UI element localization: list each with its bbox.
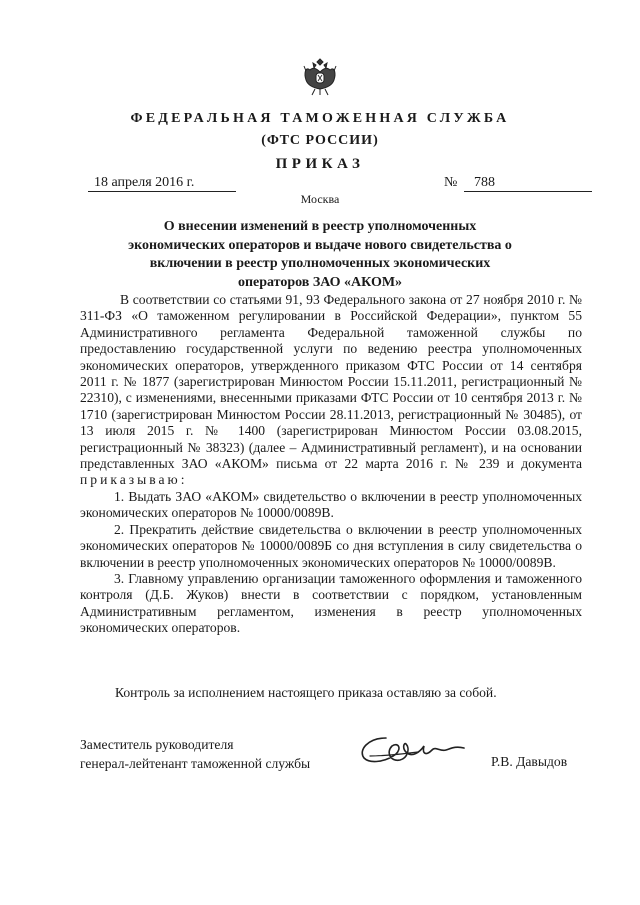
- preamble-paragraph: [80, 292, 582, 489]
- document-title: О внесении изменений в реестр уполномоченных экономических операторов и выдаче нового свидетельства о включении в реестр уполномоченных экономических операторов ЗАО «АКОМ»: [128, 219, 512, 290]
- order-date: 18 апреля 2016 г.: [88, 175, 236, 192]
- signatory-name: Р.В. Давыдов: [491, 754, 568, 769]
- preamble-text: В соответствии со статьями 91, 93 Федерального закона от 27 ноября 2010 г. № 311-ФЗ «О таможенном регулировании в Российской Федерации», пунктом 55 Административного регламента Федеральной таможенной службы по предоставлению государственной услуги по ведению реестра уполномоченных экономических операторов, утвержденного приказом ФТС России от 14 сентября 2011 г. № 1877 (зарегистрирован Минюстом России 15.11.2011, регистрационный № 22310), с изменениями, внесенными приказами ФТС России от 10 сентября 2013 г. № 1710 (зарегистрирован Минюстом России 28.11.2013, регистрационный № 30485), от 13 июля 2015 г. № 1400 (зарегистрирован Минюстом России 03.08.2015, регистрационный № 38323) (далее – Административный регламент), и на основании представленных ЗАО «АКОМ» письма от 22 марта 2016 г. № 239 и документа: [80, 292, 582, 472]
- signatory-position: [80, 735, 310, 773]
- agency-name: ФЕДЕРАЛЬНАЯ ТАМОЖЕННАЯ СЛУЖБА: [130, 111, 510, 126]
- signatory-position-line-2: генерал-лейтенант таможенной службы: [80, 756, 311, 771]
- russian-emblem-icon: [302, 56, 338, 98]
- order-number-label: №: [444, 175, 458, 190]
- signatory-position-line-1: Заместитель руководителя: [80, 737, 234, 752]
- agency-abbreviation: (ФТС РОССИИ): [261, 133, 379, 148]
- order-number: 788: [464, 175, 592, 192]
- document-body: [80, 292, 582, 637]
- order-word: приказываю:: [80, 472, 188, 488]
- order-item-3: 3. Главному управлению организации таможенного оформления и таможенного контроля (Д.Б. Жуков) внести в соответствии с порядком, установленным Административным регламентом, изменения в реестр уполномоченных экономических операторов.: [80, 570, 582, 636]
- order-item-1: 1. Выдать ЗАО «АКОМ» свидетельство о включении в реестр уполномоченных экономических операторов № 10000/0089В.: [80, 488, 582, 521]
- order-item-2: 2. Прекратить действие свидетельства о включении в реестр уполномоченных экономических операторов № 10000/0089Б со дня вступления в силу свидетельства о включении в реестр уполномоченных экономических операторов № 10000/0089В.: [80, 521, 582, 570]
- document-type: ПРИКАЗ: [275, 156, 365, 172]
- signature-icon: [356, 728, 476, 776]
- order-city: Москва: [300, 192, 340, 206]
- control-statement: Контроль за исполнением настоящего приказа оставляю за собой.: [115, 685, 497, 700]
